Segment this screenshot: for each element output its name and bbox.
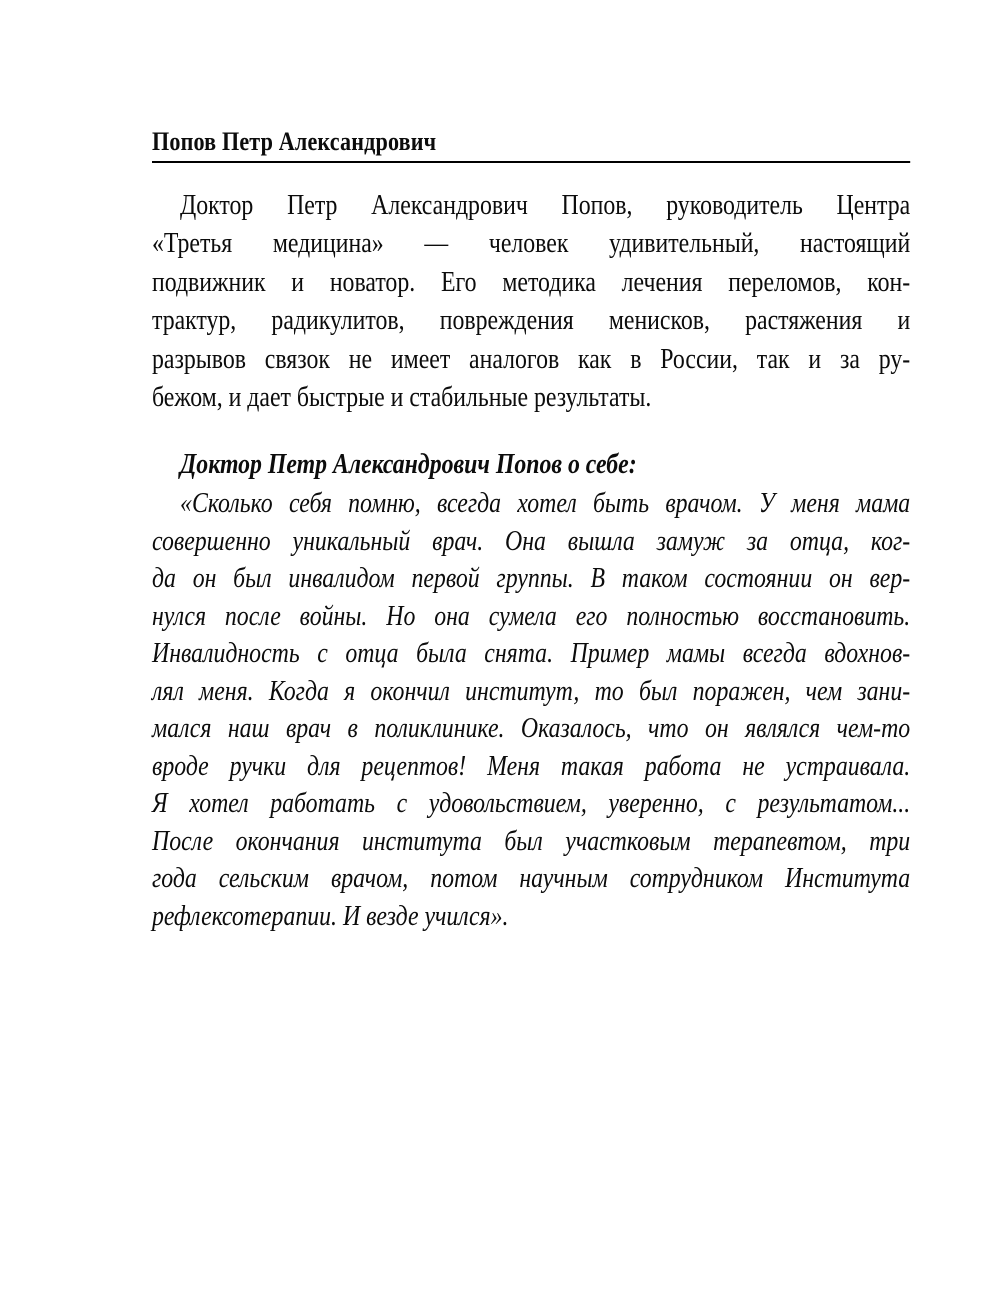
text-line: рефлексотерапии. И везде учился».	[152, 900, 509, 932]
text-line: «Третья медицина» — человек удивительный, настоящий	[152, 228, 911, 260]
text-line: разрывов связок не имеет аналогов как в России, так и за ру-	[152, 343, 911, 375]
text-line: трактур, радикулитов, повреждения менисков, растяжения и	[152, 305, 911, 337]
text-line: После окончания института был участковым терапевтом, три	[152, 825, 911, 857]
text-line: бежом, и дает быстрые и стабильные результаты.	[152, 382, 652, 414]
intro-paragraph	[152, 187, 910, 417]
text-line: Инвалидность с отца была снята. Пример мамы всегда вдохнов-	[152, 638, 911, 669]
running-header: Попов Петр Александрович	[152, 127, 437, 156]
quote-paragraph	[152, 485, 910, 935]
text-line: Я хотел работать с удовольствием, уверенно, с результатом...	[152, 788, 911, 819]
text-line: лял меня. Когда я окончил институт, то был поражен, чем зани-	[152, 675, 911, 707]
text-line: да он был инвалидом первой группы. В таком состоянии он вер-	[152, 563, 911, 594]
text-line: мался наш врач в поликлинике. Оказалось, что он являлся чем-то	[152, 713, 911, 744]
text-line: года сельским врачом, потом научным сотрудником Института	[152, 863, 911, 894]
text-line: «Сколько себя помню, всегда хотел быть врачом. У меня мама	[180, 488, 911, 519]
text-line: нулся после войны. Но она сумела его полностью восстановить.	[152, 600, 911, 632]
header-divider	[152, 161, 910, 163]
text-line: подвижник и новатор. Его методика лечения переломов, кон-	[152, 266, 911, 298]
about-heading: Доктор Петр Александрович Попов о себе:	[180, 449, 637, 480]
text-line: Доктор Петр Александрович Попов, руководитель Центра	[180, 190, 911, 221]
text-line: вроде ручки для рецептов! Меня такая работа не устраивала.	[152, 750, 911, 782]
text-line: совершенно уникальный врач. Она вышла замуж за отца, ког-	[152, 525, 911, 557]
